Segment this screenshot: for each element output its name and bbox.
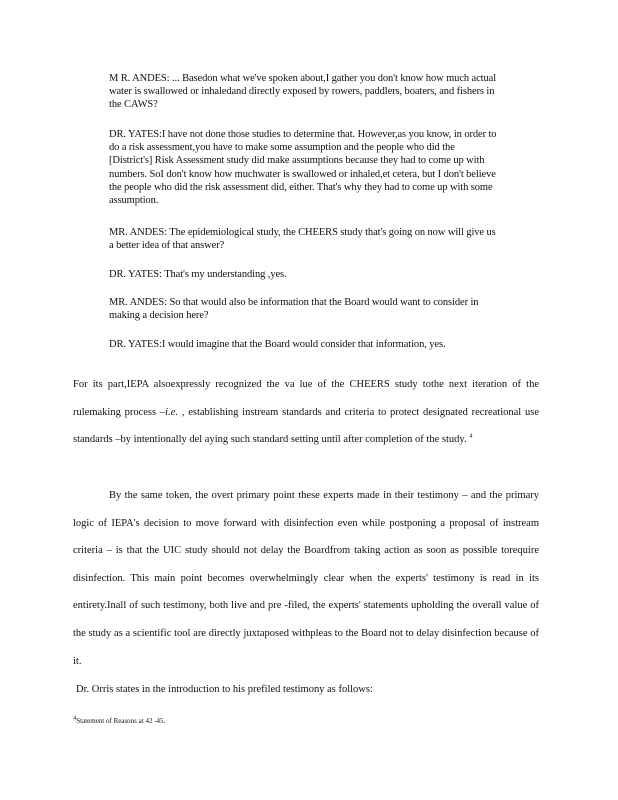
transcript-entry	[109, 72, 499, 112]
footnote-marker: 4	[73, 714, 77, 722]
transcript-text: MR. ANDES: So that would also be information that the Board would want to consider in making a decision here?	[109, 297, 479, 322]
footnote-text: Statement of Reasons at 42 -45.	[76, 717, 166, 725]
footnote	[73, 714, 166, 725]
body-paragraph	[73, 482, 539, 675]
body-paragraph	[73, 371, 539, 454]
transcript-text: M R. ANDES: ... Basedon what we've spoken about,I gather you don't know how much actual water is swallowed or inhaledand directly exposed by rowers, paddlers, boaters, and fishers in the CAWS?	[109, 73, 497, 111]
transcript-entry	[109, 226, 499, 252]
transcript-text: DR. YATES: That's my understanding ,yes.	[109, 269, 287, 280]
paragraph-text: , establishing instream standards and criteria to protect designated recreational use standards –by intentionally del aying such standard setting until after completion of the study.	[73, 406, 539, 446]
transcript-text: DR. YATES:I have not done those studies to determine that. However,as you know, in order to do a risk assessment,you have to make some assumption and the people who did the [District's] Risk Assessment study did make assumptions because they had to come up with numbers. SoI don't know how muchwater is swallowed or inhaled,et cetera, but I don't believe the people who did the risk assessment did, either. That's why they had to come up with some assumption.	[109, 129, 497, 207]
transcript-entry	[109, 338, 499, 351]
transcript-entry	[109, 296, 499, 322]
footnote-reference: 4	[469, 432, 473, 440]
transcript-text: DR. YATES:I would imagine that the Board would consider that information, yes.	[109, 339, 446, 350]
intro-line: Dr. Orris states in the introduction to his prefiled testimony as follows:	[76, 684, 373, 695]
transcript-entry	[109, 128, 499, 207]
paragraph-text: For its part,IEPA alsoexpressly recognized the va lue of the CHEERS study tothe next iteration of the rulemaking process –	[73, 379, 539, 418]
transcript-text: MR. ANDES: The epidemiological study, the CHEERS study that's going on now will give us a better idea of that answer?	[109, 227, 496, 252]
transcript-entry	[109, 268, 499, 281]
paragraph-text: By the same token, the overt primary point these experts made in their testimony – and the primary logic of IEPA's decision to move forward with disinfection even while postponing a proposal of instream criteria – is that the UIC study should not delay the Boardfrom taking action as soon as possible torequire disinfection. This main point becomes overwhelmingly clear when the experts' testimony is read in its entirety.Inall of such testimony, both live and pre -filed, the experts' statements upholding the overall value of the study as a scientific tool are directly juxtaposed withpleas to the Board not to delay disinfection because of it.	[73, 490, 539, 667]
paragraph-italic-text: i.e.	[165, 406, 178, 418]
